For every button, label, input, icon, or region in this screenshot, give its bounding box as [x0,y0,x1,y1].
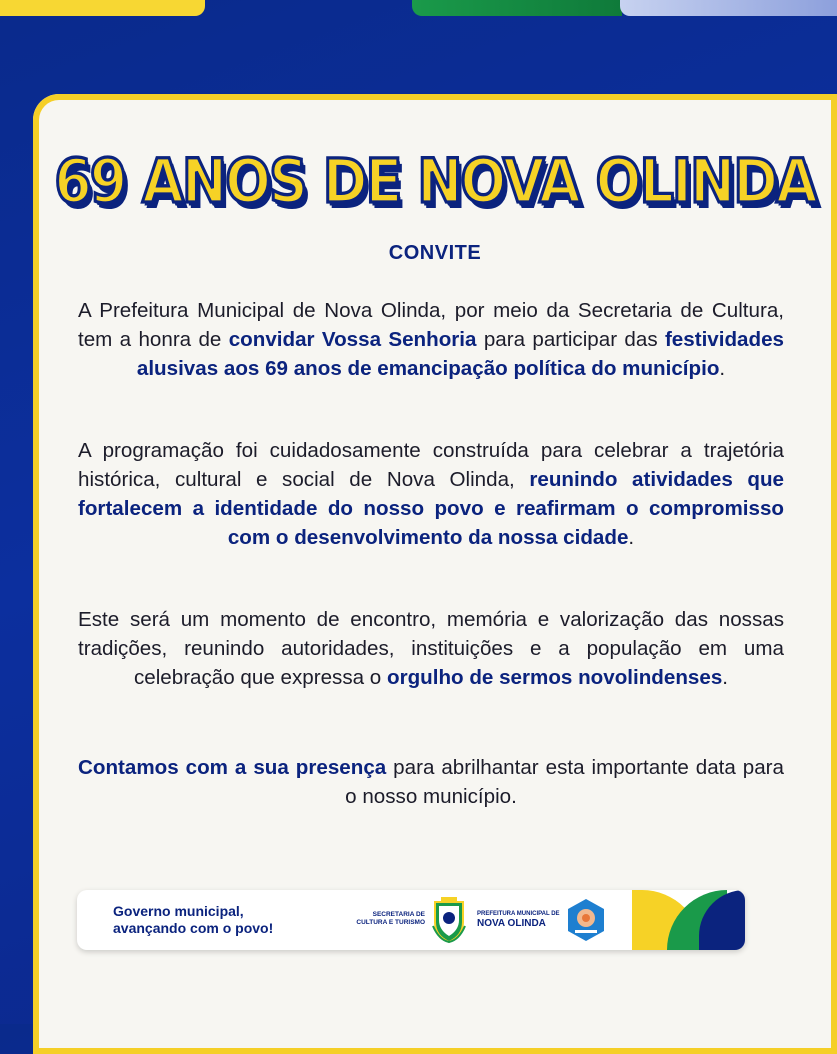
slogan-line: avançando com o povo! [113,920,274,936]
prefeitura-label [477,911,560,929]
paragraph-text: A programação foi cuidadosamente construída para celebrar a trajetória histórica, cultural e social de Nova Olinda, [78,439,784,491]
top-yellow-stripe [0,0,205,16]
invitation-heading: CONVITE [388,242,482,264]
government-slogan [113,903,273,937]
top-green-stripe [412,0,622,16]
slogan-line: Governo municipal, [113,903,244,919]
paragraph-bold: Contamos com a sua presença [78,756,387,779]
paragraph-text: Este será um momento de encontro, memória e valorização das nossas tradições, reunindo autoridades, instituições e a população em uma celebração que expressa o [78,608,784,689]
paragraph-text: . [719,357,726,380]
footer-banner [77,890,745,950]
prefeitura-line: PREFEITURA MUNICIPAL DE [477,911,560,917]
city-name: NOVA OLINDA [477,918,546,929]
secretaria-label [347,911,425,927]
top-light-stripe [620,0,837,16]
paragraph-text: . [722,666,729,689]
invitation-card [33,94,837,1054]
paragraph-text: para participar das [476,328,665,351]
paragraph-3 [78,605,784,692]
paragraph-bold: convidar Vossa Senhoria [228,328,477,351]
coat-of-arms-icon [429,896,469,944]
secretaria-line: CULTURA E TURISMO [356,919,425,926]
paragraph-bold: orgulho de sermos novolindenses [386,666,723,689]
paragraph-bold: festividades alusivas aos 69 anos de emancipação política do município [136,328,784,380]
page-title: 69 ANOS DE NOVA OLINDA [54,146,816,217]
paragraph-text: A Prefeitura Municipal de Nova Olinda, por meio da Secretaria de Cultura, tem a honra de [78,299,784,351]
selo-unicef-icon [563,897,609,943]
paragraph-2 [78,436,784,552]
paragraph-text: para abrilhantar esta importante data para o nosso município. [345,756,784,808]
paragraph-4 [78,753,784,811]
paragraph-1 [78,296,784,383]
secretaria-line: SECRETARIA DE [372,911,425,918]
paragraph-text: . [628,526,635,549]
paragraph-bold: reunindo atividades que fortalecem a identidade do nosso povo e reafirmam o compromisso com o desenvolvimento da nossa cidade [78,468,784,549]
